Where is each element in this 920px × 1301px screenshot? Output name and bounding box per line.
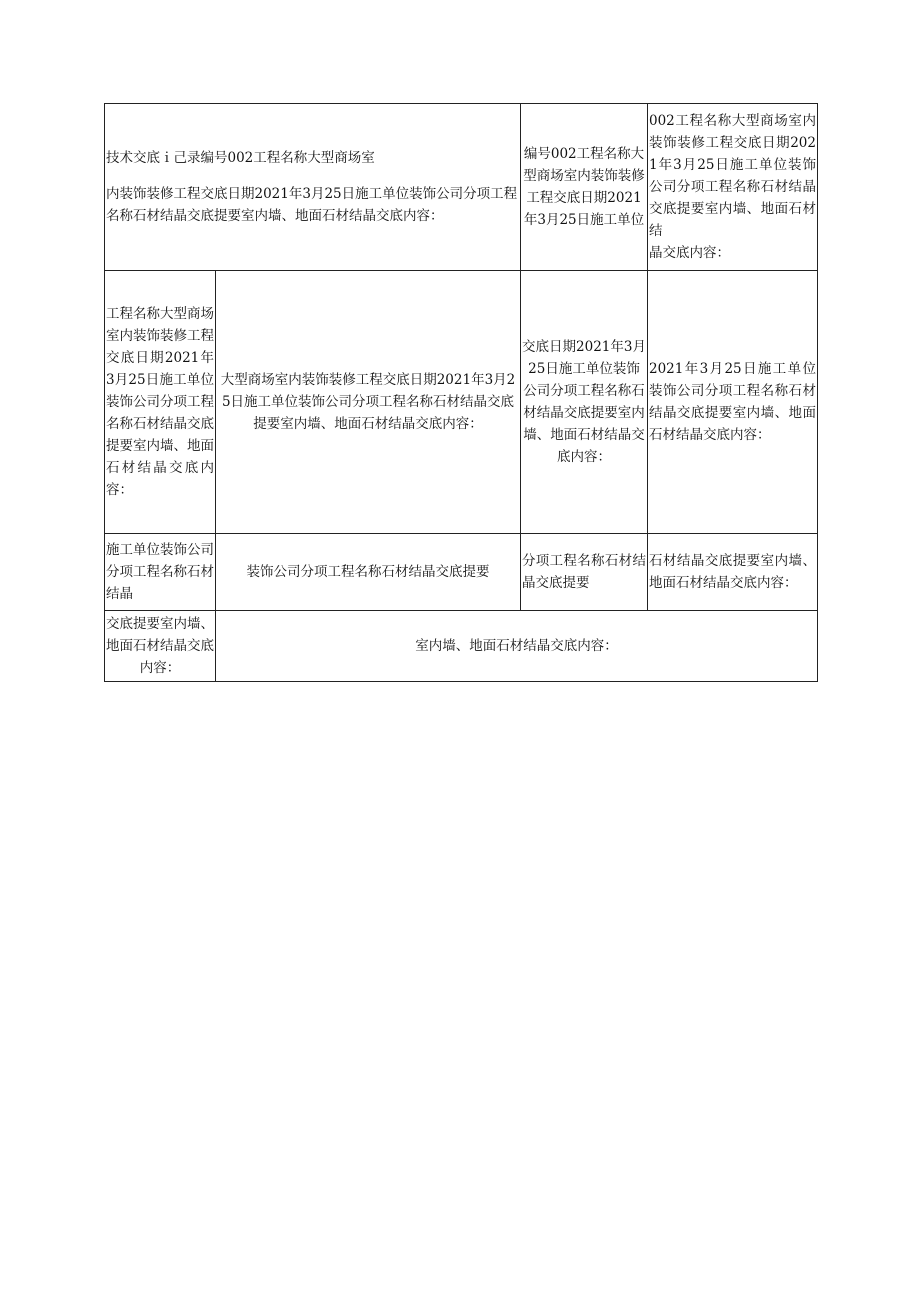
table-row-header: [105, 104, 818, 271]
record-header-cell: [105, 104, 521, 271]
disclosure-date-cell: 交底日期2021年3月25日施工单位装饰公司分项工程名称石材结晶交底提要室内墙、地面石材结晶交底内容：: [521, 271, 648, 534]
record-project-cell: [648, 104, 818, 271]
record-header-line2: 内装饰装修工程交底日期2021年3月25日施工单位装饰公司分项工程名称石材结晶交底提要室内墙、地面石材结晶交底内容：: [106, 186, 518, 224]
subproject-cell: 装饰公司分项工程名称石材结晶交底提要: [216, 534, 521, 611]
table-row: [105, 611, 818, 682]
record-project-tail: 晶交底内容：: [649, 245, 730, 261]
table-row: [105, 534, 818, 611]
disclosure-content-cell: 室内墙、地面石材结晶交底内容：: [216, 611, 818, 682]
summary-label-cell: 交底提要室内墙、地面石材结晶交底内容：: [105, 611, 216, 682]
project-detail-cell: 大型商场室内装饰装修工程交底日期2021年3月25日施工单位装饰公司分项工程名称石材结晶交底提要室内墙、地面石材结晶交底内容：: [216, 271, 521, 534]
summary-cell: 石材结晶交底提要室内墙、地面石材结晶交底内容：: [648, 534, 818, 611]
subproject-name-cell: 分项工程名称石材结晶交底提要: [521, 534, 648, 611]
table-row: [105, 271, 818, 534]
disclosure-record-table: [104, 103, 818, 682]
record-number-cell: 编号002工程名称大型商场室内装饰装修工程交底日期2021年3月25日施工单位: [521, 104, 648, 271]
disclosure-date-detail-cell: 2021年3月25日施工单位装饰公司分项工程名称石材结晶交底提要室内墙、地面石材结晶交底内容：: [648, 271, 818, 534]
record-project-body: 002工程名称大型商场室内装饰装修工程交底日期2021年3月25日施工单位装饰公司分项工程名称石材结晶交底提要室内墙、地面石材结: [649, 113, 816, 239]
construction-unit-cell: 施工单位装饰公司分项工程名称石材结晶: [105, 534, 216, 611]
record-header-line1: 技术交底ｉ己录编号002工程名称大型商场室: [106, 150, 375, 166]
project-name-cell: 工程名称大型商场室内装饰装修工程交底日期2021年3月25日施工单位装饰公司分项工程名称石材结晶交底提要室内墙、地面石材结晶交底内容：: [105, 271, 216, 534]
